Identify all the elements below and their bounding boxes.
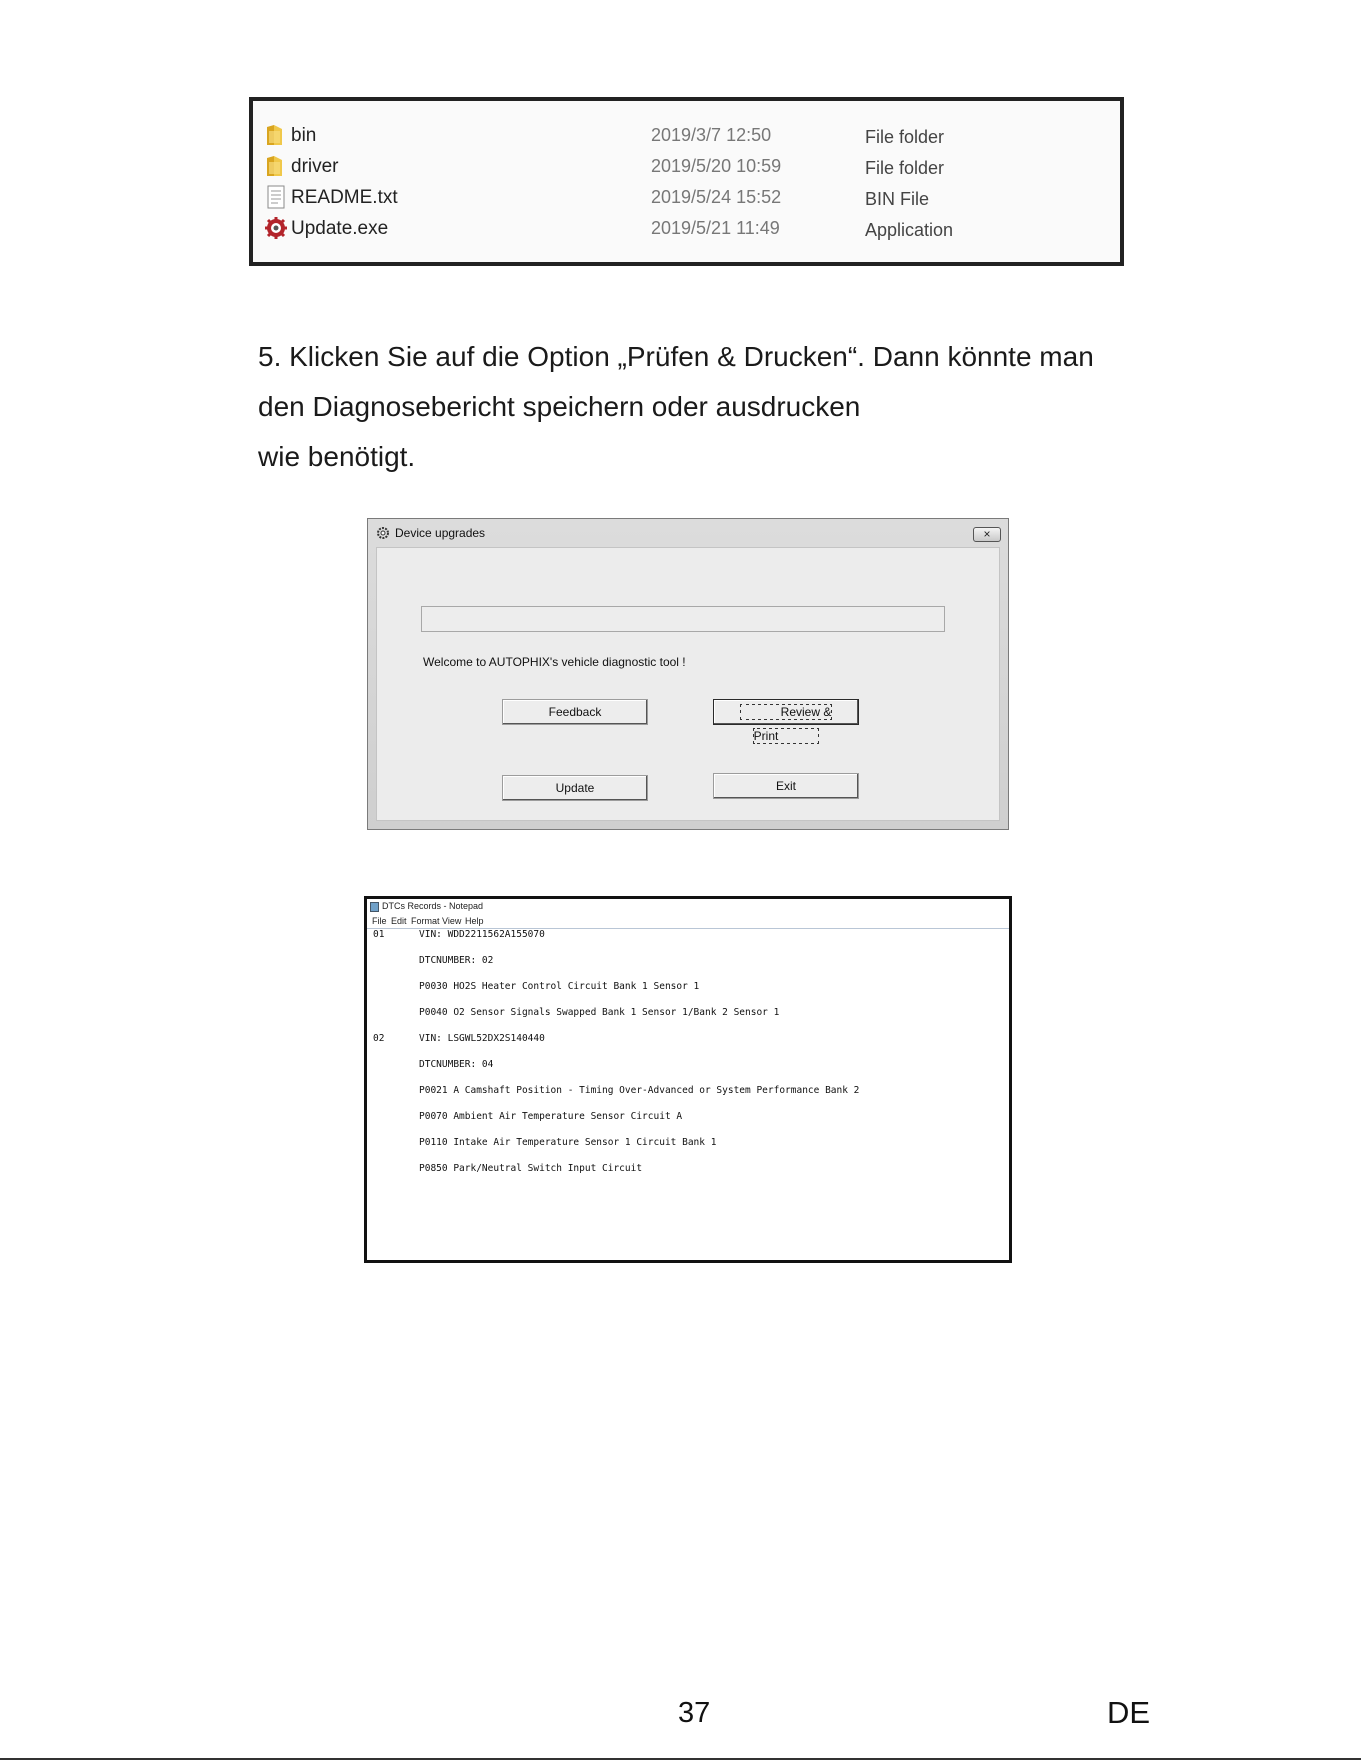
notepad-titlebar[interactable] bbox=[367, 899, 1009, 915]
welcome-message: Welcome to AUTOPHIX's vehicle diagnostic tool ! bbox=[423, 655, 686, 669]
line-text: VIN: WDD2211562A155070 bbox=[419, 929, 545, 940]
device-upgrades-dialog bbox=[367, 518, 1009, 830]
notepad-window bbox=[364, 896, 1012, 1263]
notepad-menubar bbox=[367, 915, 1009, 929]
line-text: DTCNUMBER: 02 bbox=[419, 955, 494, 966]
line-text: P0040 O2 Sensor Signals Swapped Bank 1 Sensor 1/Bank 2 Sensor 1 bbox=[419, 1007, 780, 1018]
file-row[interactable] bbox=[253, 183, 1120, 213]
review-print-button[interactable] bbox=[713, 699, 859, 743]
file-name: README.txt bbox=[291, 187, 398, 208]
close-button[interactable]: × bbox=[973, 527, 1001, 542]
line-text: DTCNUMBER: 04 bbox=[419, 1059, 494, 1070]
line-text: VIN: LSGWL52DX2S140440 bbox=[419, 1033, 545, 1044]
instruction-line: wie benötigt. bbox=[258, 441, 416, 472]
file-date: 2019/3/7 12:50 bbox=[651, 125, 772, 145]
exit-button[interactable] bbox=[713, 773, 859, 799]
file-name: driver bbox=[291, 156, 339, 177]
notepad-title: DTCs Records - Notepad bbox=[382, 901, 484, 911]
record-number: 02 bbox=[373, 1033, 385, 1044]
progress-bar bbox=[421, 606, 945, 632]
gear-exe-icon bbox=[265, 216, 287, 240]
file-name: Update.exe bbox=[291, 218, 389, 239]
file-date: 2019/5/21 11:49 bbox=[651, 218, 780, 238]
line-text: P0070 Ambient Air Temperature Sensor Circuit A bbox=[419, 1111, 683, 1122]
feedback-button-label: Feedback bbox=[548, 705, 602, 719]
line-text: P0030 HO2S Heater Control Circuit Bank 1 Sensor 1 bbox=[419, 981, 700, 992]
file-list-screenshot bbox=[249, 97, 1124, 266]
page-number: 37 bbox=[678, 1697, 711, 1729]
feedback-button[interactable] bbox=[502, 699, 648, 725]
folder-icon bbox=[265, 123, 287, 147]
line-text: P0110 Intake Air Temperature Sensor 1 Circuit Bank 1 bbox=[419, 1137, 717, 1148]
bottom-divider bbox=[0, 1758, 1361, 1760]
instruction-line: 5. Klicken Sie auf die Option „Prüfen & Drucken“. Dann könnte man bbox=[258, 341, 1094, 372]
line-text: P0021 A Camshaft Position - Timing Over-Advanced or System Performance Bank 2 bbox=[419, 1085, 860, 1096]
update-button[interactable] bbox=[502, 775, 648, 801]
text-file-icon bbox=[265, 185, 287, 209]
review-print-button-label: Review & Print bbox=[741, 705, 832, 743]
language-code: DE bbox=[1107, 1695, 1151, 1730]
file-row[interactable] bbox=[253, 152, 1120, 182]
notepad-icon bbox=[370, 902, 379, 912]
file-row[interactable] bbox=[253, 121, 1120, 151]
instruction-line: den Diagnosebericht speichern oder ausdrucken bbox=[258, 391, 861, 422]
file-date: 2019/5/20 10:59 bbox=[651, 156, 782, 176]
menu-help[interactable]: Help bbox=[465, 916, 484, 926]
menu-view[interactable]: View bbox=[442, 916, 462, 926]
menu-file[interactable]: File bbox=[372, 916, 387, 926]
dialog-titlebar[interactable] bbox=[368, 519, 1008, 547]
file-name: bin bbox=[291, 125, 317, 146]
record-number: 01 bbox=[373, 929, 385, 940]
menu-format[interactable]: Format bbox=[411, 916, 440, 926]
exit-button-label: Exit bbox=[775, 779, 796, 793]
gear-icon bbox=[376, 526, 390, 540]
folder-icon bbox=[265, 154, 287, 178]
instruction-text bbox=[258, 332, 1138, 482]
dialog-title: Device upgrades bbox=[395, 526, 486, 540]
file-date: 2019/5/24 15:52 bbox=[651, 187, 782, 207]
line-text: P0850 Park/Neutral Switch Input Circuit bbox=[419, 1163, 643, 1174]
dialog-client-area bbox=[376, 547, 1000, 821]
menu-edit[interactable]: Edit bbox=[391, 916, 407, 926]
file-type: Application bbox=[865, 220, 954, 240]
file-row[interactable] bbox=[253, 214, 1120, 244]
file-type: BIN File bbox=[865, 189, 930, 209]
file-type: File folder bbox=[865, 127, 945, 147]
file-type: File folder bbox=[865, 158, 945, 178]
update-button-label: Update bbox=[555, 781, 595, 795]
